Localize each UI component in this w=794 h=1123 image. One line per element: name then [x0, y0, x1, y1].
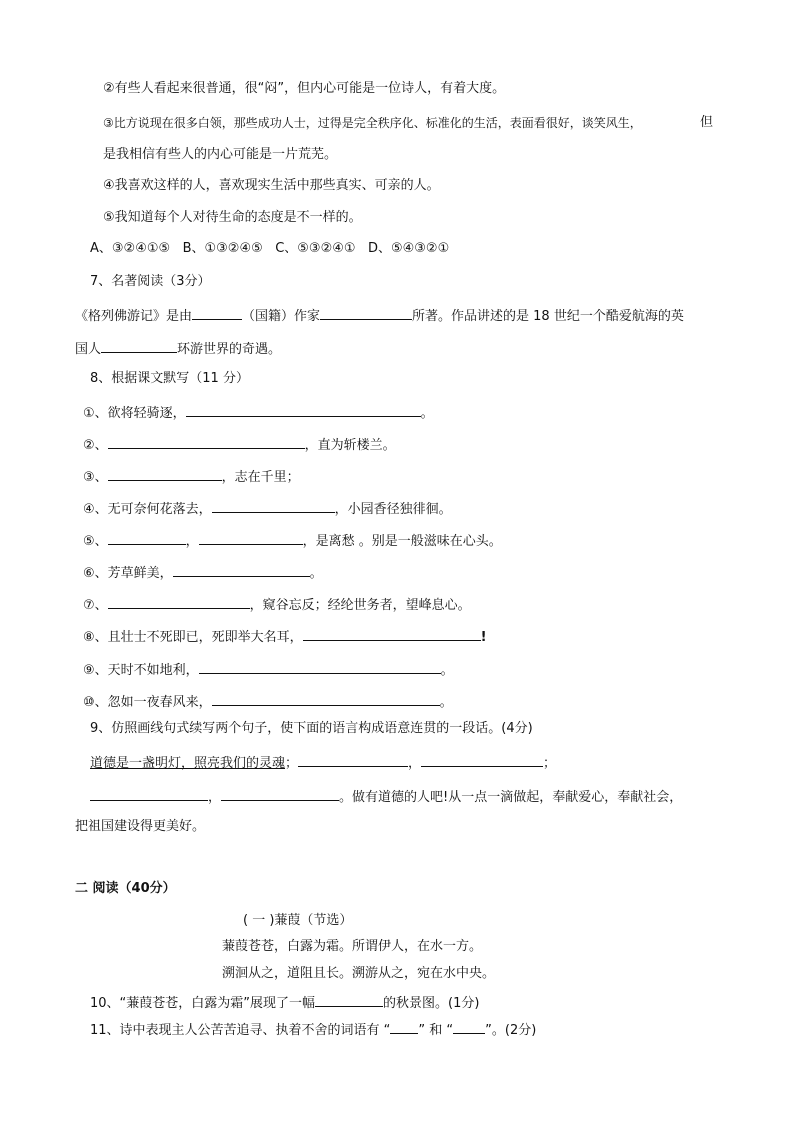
- dictation-prompt: ③、: [83, 470, 108, 485]
- question-9-line3: 把祖国建设得更美好。: [75, 819, 206, 834]
- dictation-prompt: ⑤、: [83, 534, 108, 549]
- section-2-heading: 二 阅读（40分）: [75, 881, 176, 896]
- dictation-end: 。: [420, 406, 434, 421]
- dictation-end: ，直为斩楼兰。: [304, 438, 396, 453]
- question-7-line2: [75, 338, 281, 359]
- dictation-item: [83, 498, 452, 519]
- dictation-blank[interactable]: [212, 691, 440, 706]
- option-b: B、①③②④⑤: [182, 241, 263, 256]
- dictation-item: [83, 562, 323, 583]
- dictation-end: ，小园香径独徘徊。: [334, 502, 452, 517]
- q11-end: ”。(2分): [485, 1023, 537, 1038]
- item-5: ⑤我知道每个人对待生命的态度是不一样的。: [103, 210, 362, 225]
- q9-blank[interactable]: [221, 786, 339, 801]
- dictation-blank[interactable]: [108, 530, 186, 545]
- q7-blank-nationality[interactable]: [192, 305, 242, 320]
- item-2: ②有些人看起来很普通，很“闷”，但内心可能是一位诗人，有着大度。: [103, 81, 506, 96]
- question-9-line1: [90, 752, 556, 773]
- dictation-blank[interactable]: [108, 594, 250, 609]
- dictation-end: !: [480, 630, 487, 645]
- poem-title: ( 一 )蒹葭（节选）: [243, 913, 353, 928]
- question-11: [90, 1019, 536, 1040]
- dictation-prompt: ⑧、且壮士不死即已，死即举大名耳，: [83, 630, 303, 645]
- poem-line: 蒹葭苍苍，白露为霜。所谓伊人，在水一方。: [222, 939, 483, 954]
- q9-sep: ，: [408, 756, 422, 771]
- q7-text-1: 《格列佛游记》是由: [75, 309, 193, 324]
- question-10: [90, 992, 479, 1013]
- q7-text-4: 国人: [75, 342, 102, 357]
- q9-blank[interactable]: [90, 786, 208, 801]
- dictation-end: 。: [440, 663, 454, 678]
- dictation-item: [83, 434, 396, 455]
- q9-sep: ；: [285, 756, 299, 771]
- q11-sep: ” 和 “: [418, 1023, 454, 1038]
- dictation-blank[interactable]: [303, 626, 481, 641]
- dictation-item: [83, 402, 434, 423]
- question-8-title: 8、根据课文默写（11 分）: [90, 371, 249, 386]
- dictation-blank[interactable]: [173, 562, 310, 577]
- dictation-item: [83, 594, 471, 615]
- dictation-blank[interactable]: [108, 434, 305, 449]
- item-3-cont: 是我相信有些人的内心可能是一片荒芜。: [103, 147, 338, 162]
- item-3-cont-word: 但: [700, 115, 714, 130]
- q7-blank-author[interactable]: [320, 305, 412, 320]
- q10-text: 10、“蒹葭苍苍，白露为霜”展现了一幅: [90, 996, 316, 1011]
- dictation-blank[interactable]: [199, 530, 303, 545]
- option-a: A、③②④①⑤: [90, 241, 171, 256]
- dictation-sep: ，: [185, 534, 199, 549]
- q9-sep: ；: [543, 756, 557, 771]
- poem-line: 溯洄从之，道阻且长。溯游从之，宛在水中央。: [222, 966, 496, 981]
- option-c: C、⑤③②④①: [275, 241, 356, 256]
- q7-blank-protagonist[interactable]: [101, 338, 177, 353]
- option-d: D、⑤④③②①: [367, 241, 450, 256]
- dictation-item: [83, 530, 502, 551]
- dictation-end: ，窥谷忘反；经纶世务者，望峰息心。: [249, 598, 471, 613]
- q11-text: 11、诗中表现主人公苦苦追寻、执着不舍的词语有 “: [90, 1023, 391, 1038]
- dictation-blank[interactable]: [186, 402, 421, 417]
- dictation-end: ，志在千里；: [221, 470, 300, 485]
- q7-text-2: （国籍）作家: [242, 309, 321, 324]
- dictation-end: ，是离愁 。别是一般滋味在心头。: [302, 534, 502, 549]
- model-sentence: 道德是一盏明灯，照亮我们的灵魂: [90, 756, 286, 771]
- q11-blank[interactable]: [453, 1019, 485, 1034]
- q10-blank[interactable]: [315, 992, 383, 1007]
- item-3: ③比方说现在很多白领，那些成功人士，过得是完全秩序化、标准化的生活，表面看很好，谈笑风生，: [103, 116, 642, 130]
- question-7-title: 7、名著阅读（3分）: [90, 274, 211, 289]
- q7-text-5: 环游世界的奇遇。: [177, 342, 282, 357]
- q9-blank[interactable]: [298, 752, 408, 767]
- dictation-item: [83, 466, 300, 487]
- dictation-end: 。: [439, 695, 453, 710]
- dictation-blank[interactable]: [108, 466, 222, 481]
- dictation-prompt: ⑥、芳草鲜美，: [83, 566, 173, 581]
- dictation-prompt: ⑦、: [83, 598, 108, 613]
- dictation-item: [83, 691, 453, 712]
- dictation-blank[interactable]: [212, 498, 335, 513]
- question-7-line1: [75, 305, 684, 326]
- dictation-prompt: ①、欲将轻骑逐，: [83, 406, 186, 421]
- dictation-end: 。: [309, 566, 323, 581]
- q9-blank[interactable]: [421, 752, 543, 767]
- q10-end: 的秋景图。(1分): [383, 996, 480, 1011]
- dictation-item: [83, 659, 454, 680]
- dictation-item: [83, 626, 487, 647]
- q9-text: 。做有道德的人吧!从一点一滴做起，奉献爱心，奉献社会，: [339, 790, 683, 805]
- dictation-prompt: ②、: [83, 438, 108, 453]
- item-4: ④我喜欢这样的人，喜欢现实生活中那些真实、可亲的人。: [103, 178, 440, 193]
- q11-blank[interactable]: [390, 1019, 418, 1034]
- q7-text-3: 所著。作品讲述的是 18 世纪一个酷爱航海的英: [412, 309, 684, 324]
- dictation-prompt: ④、无可奈何花落去，: [83, 502, 212, 517]
- question-6-options: [90, 240, 449, 258]
- dictation-prompt: ⑨、天时不如地利，: [83, 663, 199, 678]
- dictation-prompt: ⑩、忽如一夜春风来，: [83, 695, 212, 710]
- question-9-line2: [90, 786, 682, 807]
- q9-sep: ，: [208, 790, 222, 805]
- question-9-title: 9、仿照画线句式续写两个句子，使下面的语言构成语意连贯的一段话。(4分): [90, 721, 533, 736]
- dictation-blank[interactable]: [199, 659, 441, 674]
